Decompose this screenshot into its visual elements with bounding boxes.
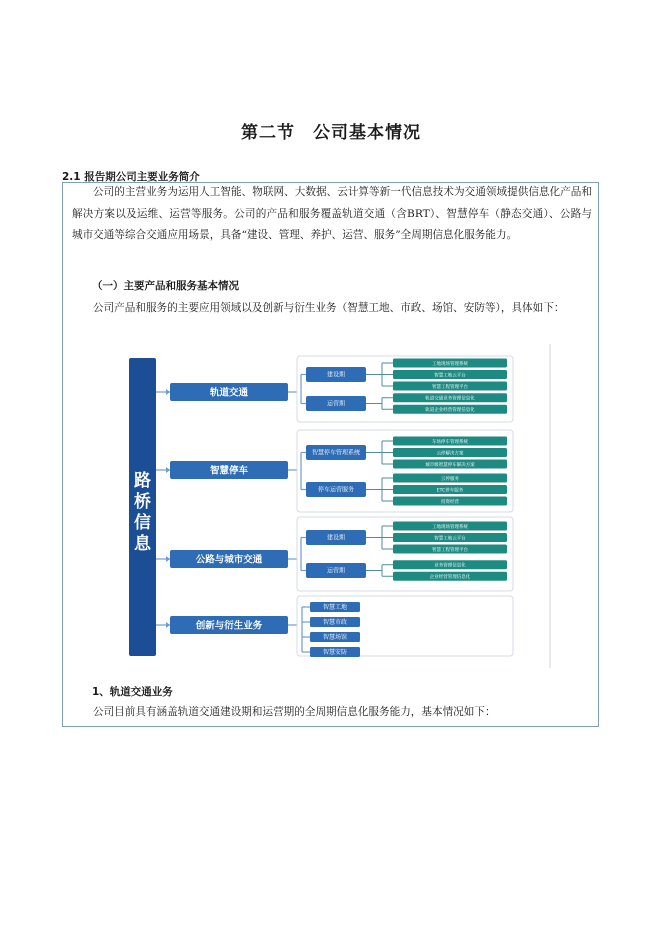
item-label: 智慧工地 — [322, 604, 348, 611]
item-label: ETC停车服务 — [436, 488, 464, 494]
phase-label: 停车运营服务 — [317, 486, 355, 494]
spine-char: 桥 — [134, 492, 151, 512]
phase-label: 建设期 — [326, 534, 346, 542]
arrow-icon — [166, 467, 170, 473]
item-label: 工地现场管理系统 — [432, 361, 468, 367]
item-label: 智慧工地云平台 — [434, 536, 466, 542]
item-label: 车场停车管理系统 — [432, 439, 468, 445]
arrow-icon — [166, 389, 170, 395]
item-label: 城市级智慧停车解决方案 — [425, 462, 475, 468]
products-paragraph: 公司产品和服务的主要应用领域以及创新与衍生业务（智慧工地、市政、场馆、安防等），具体如下： — [93, 302, 565, 314]
category-label: 创新与衍生业务 — [195, 620, 263, 632]
item-label: 智慧工程管理平台 — [432, 547, 468, 553]
subheading-rail: 1、轨道交通业务 — [92, 686, 173, 698]
phase-label: 运营期 — [326, 400, 346, 408]
item-label: 轨道交通业务管理信息化 — [425, 396, 475, 402]
intro-paragraph: 公司的主营业务为运用人工智能、物联网、大数据、云计算等新一代信息技术为交通领域提供信息化产品和解决方案以及运维、运营等服务。公司的产品和服务覆盖轨道交通（含BRT）、智慧停车（静态交通）、公路与城市交通等综合交通应用场景，具备“建设、管理、养护、运营、服务”全周期信息化服务能力。 — [72, 186, 592, 241]
phase-label: 智慧停车管理系统 — [311, 449, 361, 457]
business-diagram-svg — [122, 344, 552, 668]
item-label: 云停服务 — [441, 476, 459, 482]
phase-label: 运营期 — [326, 567, 346, 575]
subheading-products: （一）主要产品和服务基本情况 — [92, 280, 239, 292]
section-heading: 2.1 报告期公司主要业务简介 — [62, 171, 200, 183]
category-label: 智慧停车 — [209, 465, 249, 477]
category-label: 公路与城市交通 — [195, 554, 263, 566]
item-label: 智慧工地云平台 — [434, 373, 466, 379]
item-label: 企业经营管理信息化 — [429, 575, 471, 581]
arrow-icon — [166, 622, 170, 628]
business-diagram — [122, 344, 552, 668]
item-label: 云停解决方案 — [436, 451, 464, 457]
spine-char: 路 — [134, 471, 151, 491]
item-label: 业务管理信息化 — [434, 563, 466, 569]
page-title: 第二节 公司基本情况 — [241, 123, 421, 143]
item-label: 投资经营 — [441, 499, 459, 505]
item-label: 智慧安防 — [322, 649, 348, 656]
spine-char: 信 — [134, 513, 151, 533]
phase-label: 建设期 — [326, 371, 346, 379]
arrow-icon — [166, 556, 170, 562]
item-label: 轨道企业经营管理信息化 — [425, 408, 475, 414]
spine-char: 息 — [134, 534, 151, 554]
rail-paragraph: 公司目前具有涵盖轨道交通建设期和运营期的全周期信息化服务能力，基本情况如下： — [93, 706, 496, 718]
item-label: 智慧场馆 — [322, 634, 348, 641]
item-label: 工地现场管理系统 — [432, 524, 468, 530]
item-label: 智慧工程管理平台 — [432, 384, 468, 390]
category-label: 轨道交通 — [209, 387, 249, 399]
item-label: 智慧市政 — [322, 619, 348, 626]
